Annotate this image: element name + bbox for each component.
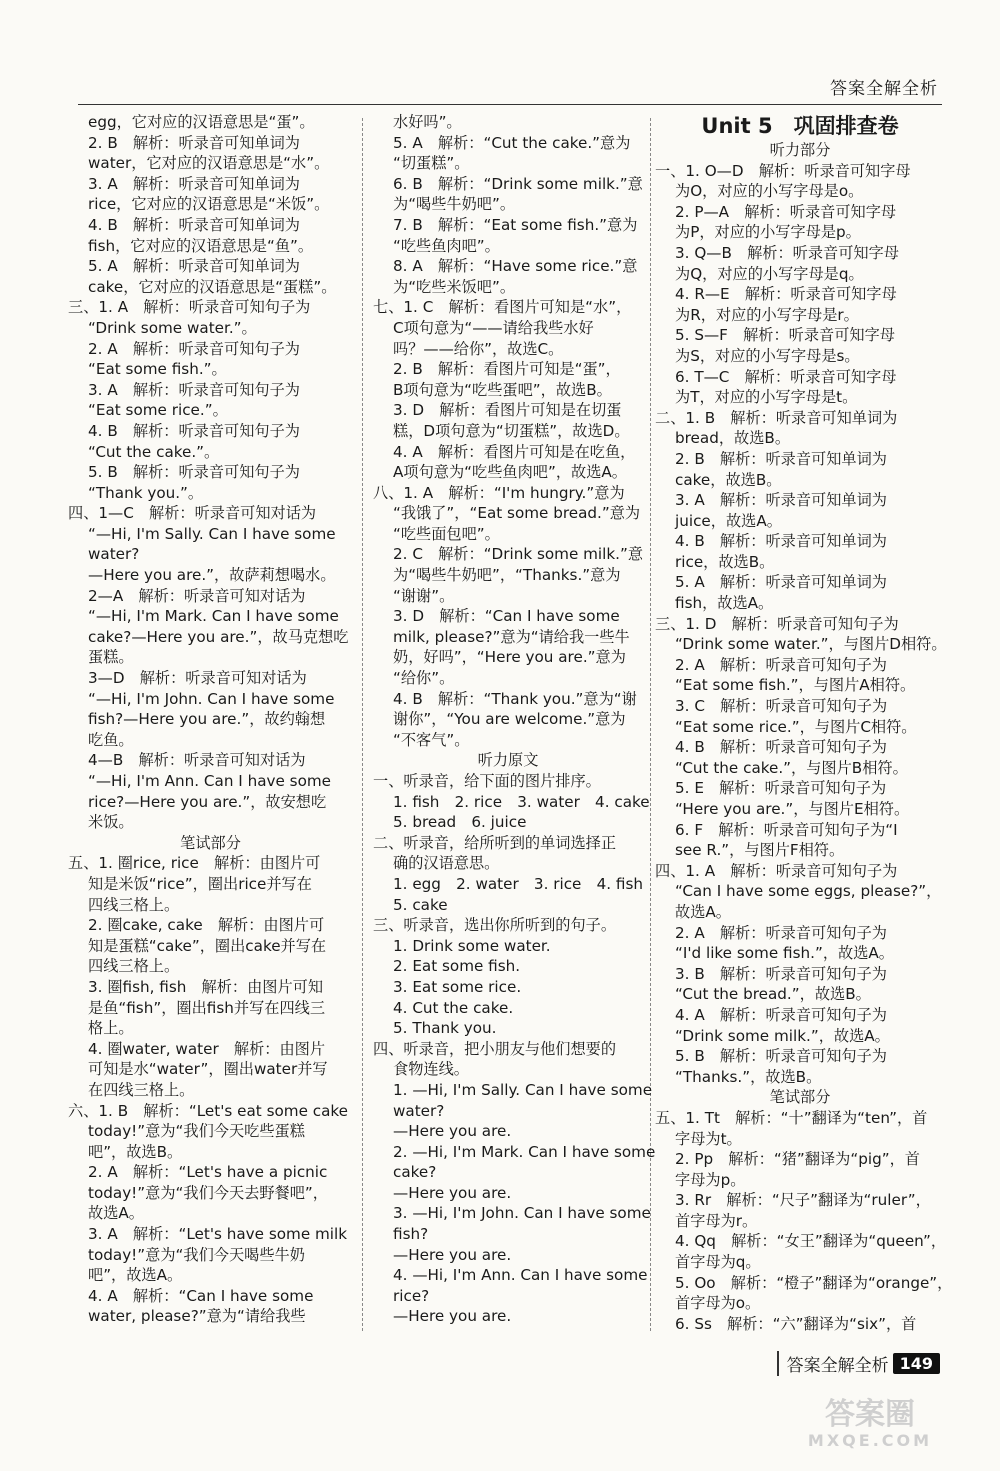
text-line: 3. D 解析：看图片可知是在切蛋 [393,401,622,420]
section-heading: 听力部分 [769,141,831,159]
text-line: egg，它对应的汉语意思是“蛋”。 [88,113,315,131]
text-line: 3. C 解析：听录音可知句子为 [675,697,888,716]
text-line: 2. P—A 解析：听录音可知字母 [675,202,897,221]
text-line: 2. Eat some fish. [393,957,521,976]
text-line: 5. E 解析：听录音可知句子为 [675,779,887,798]
text-line: 3. A 解析：“Let's have some milk [88,1225,348,1244]
text-line: —Here you are. [393,1307,512,1326]
text-line: 二、1. B 解析：听录音可知单词为 [655,408,898,427]
text-line: “Cut the cake.”。 [88,442,220,461]
text-line: “Eat some fish.”，与图片A相符。 [675,676,916,695]
text-line: 谢你”，“You are welcome.”意为 [393,710,626,729]
text-line: “—Hi, I'm Mark. Can I have some [88,607,339,626]
text-line: 五、1. Tt 解析：“十”翻译为“ten”，首 [655,1108,928,1127]
text-line: 6. B 解析：“Drink some milk.”意 [393,174,643,193]
text-line: 2. B 解析：听录音可知单词为 [675,449,887,468]
text-line: cake?—Here you are.”，故马克想吃 [88,627,349,646]
page-footer [777,1349,940,1377]
text-line: 3—D 解析：听录音可知对话为 [88,669,307,688]
text-line: 4. B 解析：听录音可知单词为 [675,532,887,551]
text-line: “Drink some milk.”，故选A。 [675,1026,890,1045]
text-line: 七、1. C 解析：看图片可知是“水”， [373,298,632,317]
text-line: today!”意为“我们今天吃些蛋糕 [88,1122,305,1141]
text-line: “Drink some water.”。 [88,318,257,337]
section-heading: 笔试部分 [769,1088,831,1107]
text-line: 可知是水“water”，圈出water并写 [88,1060,328,1079]
text-line: milk, please?”意为“请给我一些牛 [393,627,630,646]
text-line: 为S，对应的小写字母是s。 [675,346,860,365]
text-line: rice? [393,1286,430,1305]
text-line: “—Hi, I'm John. Can I have some [88,689,335,708]
text-line: rice?—Here you are.”，故安想吃 [88,792,327,811]
text-line: rice，故选B。 [675,552,775,571]
text-line: “切蛋糕”。 [393,154,470,173]
text-line: 3. Eat some rice. [393,977,522,996]
text-line: 一、听录音，给下面的图片排序。 [373,772,601,790]
text-line: “Can I have some eggs, please?”， [675,882,942,901]
text-line: fish，故选A。 [675,594,774,613]
text-line: 4. B 解析：“Thank you.”意为“谢 [393,689,637,708]
text-line: 水好吗”。 [393,113,462,131]
text-line: 4. 圈water, water 解析：由图片 [88,1039,326,1058]
page-number: 149 [893,1353,940,1374]
column-left [68,112,353,1327]
text-line: 四、听录音，把小朋友与他们想要的 [373,1039,616,1058]
text-line: 5. bread 6. juice [393,813,527,832]
text-line: 二、听录音，给所听到的单词选择正 [373,833,616,852]
text-line: —Here you are. [393,1122,512,1141]
text-line: 3. A 解析：听录音可知句子为 [88,380,300,399]
text-line: rice，它对应的汉语意思是“米饭”。 [88,195,330,214]
text-line: 2. B 解析：听录音可知单词为 [88,133,300,152]
text-line: 3. —Hi, I'm John. Can I have some [393,1204,651,1223]
text-line: 四线三格上。 [88,957,180,976]
text-line: 5. A 解析：听录音可知单词为 [88,257,300,276]
text-line: 1. Drink some water. [393,936,551,955]
text-line: fish? [393,1225,429,1244]
text-line: 六、1. B 解析：“Let's eat some cake [68,1101,348,1120]
text-line: 2. A 解析：听录音可知句子为 [88,339,300,358]
text-line: “Drink some water.”，与图片D相符。 [675,635,947,654]
text-line: A项句意为“吃些鱼肉吧”，故选A。 [393,463,627,482]
text-line: “吃些鱼肉吧”。 [393,236,500,255]
text-line: 1. fish 2. rice 3. water 4. cake [393,792,650,811]
text-line: “Thank you.”。 [88,483,204,502]
text-line: 为“吃些米饭吧”。 [393,277,516,296]
text-line: 3. D 解析：“Can I have some [393,607,620,626]
text-line: 吗？——给你”，故选C。 [393,339,564,358]
text-line: “Eat some fish.”。 [88,360,227,379]
section-heading: 听力原文 [477,751,539,770]
text-line: 5. S—F 解析：听录音可知字母 [675,326,895,345]
text-line: “给你”。 [393,669,455,688]
text-line: B项句意为“吃些蛋吧”，故选B。 [393,380,612,399]
section-heading: 笔试部分 [180,833,241,852]
text-line: 4. R—E 解析：听录音可知字母 [675,285,897,304]
text-line: cake? [393,1163,437,1182]
text-line: “Cut the bread.”，故选B。 [675,985,871,1004]
text-line: 故选A。 [675,902,731,921]
text-line: 5. B 解析：听录音可知句子为 [88,463,300,482]
column-right [655,112,953,1334]
text-line: 5. A 解析：“Cut the cake.”意为 [393,133,631,152]
text-line: “我饿了”，“Eat some bread.”意为 [393,504,641,523]
text-line: “吃些面包吧”。 [393,524,500,543]
text-line: 三、1. D 解析：听录音可知句子为 [655,614,899,633]
text-line: 三、听录音，选出你所听到的句子。 [373,916,616,935]
text-line: cake，它对应的汉语意思是“蛋糕”。 [88,277,337,296]
text-line: water，它对应的汉语意思是“水”。 [88,154,330,173]
text-line: 5. B 解析：听录音可知句子为 [675,1047,887,1066]
text-line: 8. A 解析：“Have some rice.”意 [393,257,638,276]
text-line: 故选A。 [88,1204,144,1223]
text-line: water? [393,1101,445,1120]
text-line: 奶，好吗”，“Here you are.”意为 [393,648,626,667]
text-line: 7. B 解析：“Eat some fish.”意为 [393,215,638,234]
text-line: “—Hi, I'm Ann. Can I have some [88,772,332,790]
text-line: 2. B 解析：看图片可知是“蛋”， [393,360,621,379]
text-line: 3. B 解析：听录音可知句子为 [675,964,887,983]
text-line: “Thanks.”，故选B。 [675,1067,822,1086]
text-line: “Eat some rice.”，与图片C相符。 [675,717,917,736]
page-header [0,0,1000,104]
footer-label: 答案全解全析 [777,1351,889,1376]
text-line: —Here you are. [393,1245,512,1264]
text-line: 2. —Hi, I'm Mark. Can I have some [393,1142,656,1161]
column-divider-1 [362,118,363,1331]
text-line: 2. 圈cake, cake 解析：由图片可 [88,916,325,935]
text-line: fish，它对应的汉语意思是“鱼”。 [88,236,314,255]
text-line: 3. Q—B 解析：听录音可知字母 [675,243,899,262]
text-line: water, please?”意为“请给我些 [88,1307,306,1326]
text-line: 4. Cut the cake. [393,998,514,1017]
text-line: 为“喝些牛奶吧”，“Thanks.”意为 [393,566,621,585]
text-line: 4. Qq 解析：“女王”翻译为“queen”， [675,1232,947,1251]
text-line: 6. F 解析：听录音可知句子为“I [675,820,898,839]
text-line: 为T，对应的小写字母是t。 [675,388,858,407]
text-line: 五、1. 圈rice, rice 解析：由图片可 [68,854,321,873]
text-line: 4. A 解析：“Can I have some [88,1286,314,1305]
text-line: 八、1. A 解析：“I'm hungry.”意为 [373,483,625,502]
text-line: 蛋糕。 [88,648,134,667]
text-line: 6. T—C 解析：听录音可知字母 [675,367,897,386]
text-line: juice，故选A。 [675,511,782,530]
text-line: water? [88,545,140,564]
text-line: cake，故选B。 [675,470,782,489]
text-line: 5. cake [393,895,448,914]
text-line: 知是米饭“rice”，圈出rice并写在 [88,874,312,893]
text-line: 为Q，对应的小写字母是q。 [675,264,864,283]
text-line: 吧”，故选B。 [88,1142,183,1161]
text-line: “—Hi, I'm Sally. Can I have some [88,524,336,543]
text-line: 2. C 解析：“Drink some milk.”意 [393,545,644,564]
text-line: 为P，对应的小写字母是p。 [675,223,861,242]
text-line: 2—A 解析：听录音可知对话为 [88,586,306,605]
text-line: 5. Thank you. [393,1019,497,1038]
text-line: 字母为t。 [675,1129,742,1148]
text-line: 首字母为r。 [675,1211,758,1230]
watermark-line2: MXQE.COM [807,1431,933,1450]
text-line: 5. Oo 解析：“橙子”翻译为“orange”， [675,1273,953,1292]
text-line: 四、1. A 解析：听录音可知句子为 [655,861,898,880]
text-line: 为O，对应的小写字母是o。 [675,182,864,201]
text-line: —Here you are.”，故萨莉想喝水。 [88,566,336,585]
header-rule [78,104,942,105]
text-line: “Eat some rice.”。 [88,401,228,420]
text-line: 4. B 解析：听录音可知句子为 [675,738,887,757]
text-line: C项句意为“——请给我些水好 [393,318,594,337]
text-line: 2. Pp 解析：“猪”翻译为“pig”，首 [675,1150,920,1169]
text-line: 四、1—C 解析：听录音可知对话为 [68,504,317,523]
text-line: “不客气”。 [393,730,470,749]
watermark-logo [780,1397,960,1460]
text-line: 5. A 解析：听录音可知单词为 [675,573,887,592]
text-line: 格上。 [88,1019,134,1038]
text-line: 2. A 解析：听录音可知句子为 [675,923,887,942]
text-line: 2. A 解析：“Let's have a picnic [88,1163,328,1182]
text-line: 是鱼“fish”，圈出fish并写在四线三 [88,998,326,1017]
text-line: 3. A 解析：听录音可知单词为 [88,174,300,193]
text-line: 4. —Hi, I'm Ann. Can I have some [393,1266,648,1285]
text-line: 知是蛋糕“cake”，圈出cake并写在 [88,936,327,955]
text-line: 为R，对应的小写字母是r。 [675,305,859,324]
text-line: 2. A 解析：听录音可知句子为 [675,655,887,674]
text-line: 1. —Hi, I'm Sally. Can I have some [393,1080,653,1099]
text-line: 米饭。 [88,813,134,832]
text-line: 4—B 解析：听录音可知对话为 [88,751,306,770]
header-title: 答案全解全析 [830,79,938,99]
text-line: 1. egg 2. water 3. rice 4. fish [393,874,643,893]
text-line: 一、1. O—D 解析：听录音可知字母 [655,161,911,180]
text-line: bread，故选B。 [675,429,791,448]
text-line: 4. B 解析：听录音可知单词为 [88,215,300,234]
text-line: 食物连线。 [393,1060,469,1079]
text-line: 6. Ss 解析：“六”翻译为“six”，首 [675,1314,917,1333]
text-line: 为“喝些牛奶吧”。 [393,195,516,214]
text-line: 3. 圈fish, fish 解析：由图片可知 [88,977,324,996]
text-line: 字母为p。 [675,1170,746,1189]
text-line: 3. A 解析：听录音可知单词为 [675,491,887,510]
text-line: 首字母为q。 [675,1253,761,1272]
text-line: 三、1. A 解析：听录音可知句子为 [68,298,311,317]
text-line: 4. A 解析：听录音可知句子为 [675,1005,887,1024]
text-line: 糕，D项句意为“切蛋糕”，故选D。 [393,421,630,440]
text-line: 在四线三格上。 [88,1080,195,1099]
text-line: fish?—Here you are.”，故约翰想 [88,710,326,729]
watermark-line1: 答案圈 [825,1397,915,1432]
text-line: today!”意为“我们今天喝些牛奶 [88,1245,305,1264]
text-line: 4. B 解析：听录音可知句子为 [88,421,300,440]
text-line: 首字母为o。 [675,1294,761,1313]
text-line: —Here you are. [393,1183,512,1202]
column-middle [373,112,656,1327]
text-line: 吃鱼。 [88,730,134,749]
text-line: 四线三格上。 [88,895,180,914]
text-line: today!”意为“我们今天去野餐吧”， [88,1183,328,1202]
text-line: 确的汉语意思。 [393,854,500,873]
text-line: “Here you are.”，与图片E相符。 [675,800,910,818]
unit-title: Unit 5 巩固排查卷 [701,114,899,138]
text-line: 3. Rr 解析：“尺子”翻译为“ruler”， [675,1191,931,1210]
text-line: see R.”，与图片F相符。 [675,841,845,860]
text-line: 4. A 解析：看图片可知是在吃鱼， [393,442,636,461]
text-line: “I'd like some fish.”，故选A。 [675,944,894,963]
text-line: “谢谢”。 [393,586,455,605]
text-line: “Cut the cake.”，与图片B相符。 [675,758,908,777]
text-line: 吧”，故选A。 [88,1266,183,1285]
